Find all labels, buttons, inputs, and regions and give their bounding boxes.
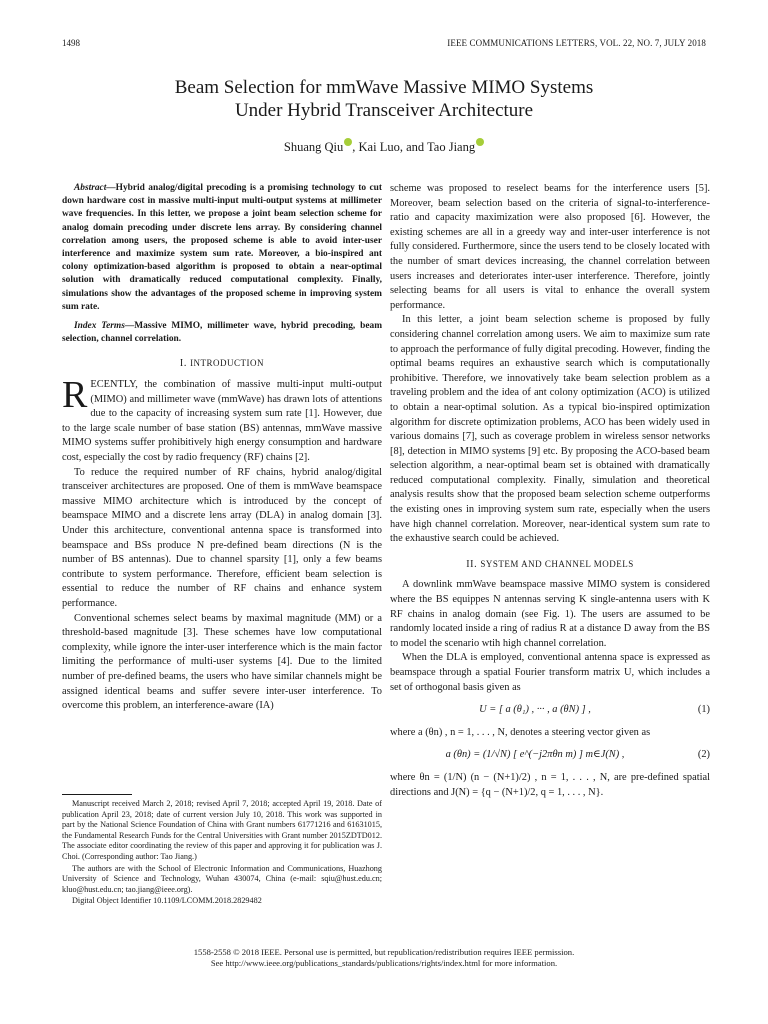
equation-2-number: (2) <box>697 749 710 761</box>
after-equation-2: where θn = (1/N) (n − (N+1)/2) , n = 1, . . . , N, are pre-defined spatial directions and Ј(N) = {q − (N+1)/2, q = 1, . . . , N}. <box>390 771 710 798</box>
footnotes <box>62 799 382 908</box>
right-column <box>390 182 710 800</box>
section-2-number: II. <box>466 558 478 570</box>
paper-title <box>0 76 768 122</box>
copyright-notice <box>0 947 768 969</box>
footnote-doi: Digital Object Identifier 10.1109/LCOMM.2018.2829482 <box>72 896 262 906</box>
section-2-heading <box>390 557 710 573</box>
intro-paragraph-5: In this letter, a joint beam selection scheme is proposed by fully considering channel correlation among users. We aim to maximize sum rate to approach the performance of fully digital precoding. However, finding the optimal beams requires an exhaustive search which is computationally prohibitive. Therefore, we innovatively take beam selection problem as a traveling problem and the idea of ant colony optimization (ACO) is utilized to obtain a near-optimal solution. As a typical bio-inspired optimization algorithm for discrete optimization problems, ACO has been widely used in various domains [7], such as coverage problem in wireless sensor networks [8], detection in MIMO systems [9] etc. By proposing the ACO-based beam selection algorithm, a near-optimal beam set is obtained with dramatically reduced computational complexity. Finally, simulation and theoretical analysis results show that the proposed beam selection scheme outperforms the existing ones in improving system sum rate, especially when the users have high channel correlation. Moreover, near-identical system sum rate to the exhaustive search could be achieved. <box>390 314 710 545</box>
equation-1 <box>390 703 710 718</box>
abstract-text: —Hybrid analog/digital precoding is a promising technology to cut down hardware cost in massive multi-input multi-output systems at millimeter wave frequencies. In this letter, we propose a joint beam selection scheme for analog domain precoding under discrete lens array. By considering channel correlation among users, the proposed scheme is able to avoid inter-user interference and maximize system sum rate. Moreover, a bio-inspired ant colony optimization-based algorithm is proposed to obtain a near-optimal solution with dramatically reduced computational complexity. Finally, simulations show the advantages of the proposed scheme in improving system sum rate. <box>62 183 382 312</box>
equation-2 <box>390 748 710 763</box>
abstract <box>62 182 382 314</box>
title-line-2: Under Hybrid Transceiver Architecture <box>234 100 534 121</box>
equation-2-expression: a (θn) = (1/√N) [ e^(−j2πθn m) ] m∈Ј(N) , <box>445 749 625 761</box>
model-paragraph-1: A downlink mmWave beamspace massive MIMO system is considered where the BS equippes N antennas serving K single-antenna users with K RF chains in analog domain (see Fig. 1). The users are assumed to be randomly located inside a ring of radius R at a distance D away from the BS to model the scenario wtih high channel correlation. <box>390 579 710 649</box>
intro-paragraph-3: Conventional schemes select beams by maximal magnitude (MM) or a threshold-based magnitude [3]. These schemes have low computational complexity, while ignore the inter-user interference which is the main factor limiting the performance of multi-user systems [4]. Due to the limited number of pre-defined beams, the users who have similar channels might be assigned identical beams and suffer severe inter-user interference. To overcome this problem, an interference-aware (IA) <box>62 612 382 712</box>
index-terms-text: —Massive MIMO, millimeter wave, hybrid precoding, beam selection, channel correlation. <box>62 321 383 345</box>
section-1-number: I. <box>179 358 187 370</box>
intro-paragraph-4: scheme was proposed to reselect beams for the interference users [5]. Moreover, beam selection based on the criteria of signal-to-interference-ratio and capacity maximization were also proposed [6]. However, the existing schemes are all in a greedy way and inter-user interference is not fully considered. Furthermore, since the users tend to be closely located with the number of smart devices increasing, the channel correlation between users increases and deteriorates inter-user interference. Therefore, jointly selecting beams for all users is vital to enhance the overall system performance. <box>390 183 710 311</box>
orcid-icon[interactable] <box>476 138 484 146</box>
drop-cap: R <box>62 374 88 417</box>
equation-1-number: (1) <box>697 704 710 716</box>
journal-header: IEEE COMMUNICATIONS LETTERS, VOL. 22, NO. 7, JULY 2018 <box>447 38 706 48</box>
page-number: 1498 <box>62 38 80 48</box>
index-terms <box>62 320 382 346</box>
title-line-1: Beam Selection for mmWave Massive MIMO Systems <box>174 77 594 98</box>
after-equation-1: where a (θn) , n = 1, . . . , N, denotes a steering vector given as <box>390 726 651 738</box>
intro-paragraph-1-text: ECENTLY, the combination of massive multi-input multi-output (MIMO) and millimeter wave (mmWave) has drawn lots of attentions due to the capacity of increasing system sum rate [1]. However, due to the large scale number of base station (BS) antennas, mmWave massive MIMO systems suffer prohibitively high energy consumption and hardware cost, especially the cost by radio frequency (RF) chains [2]. <box>62 379 382 463</box>
intro-paragraph-1 <box>62 374 382 466</box>
equation-1-expression: U = [ a (θ₁) , ··· , a (θN) ] , <box>479 704 591 716</box>
left-column <box>62 182 382 714</box>
index-terms-label: Index Terms <box>74 321 125 332</box>
author-1: Shuang Qiu <box>283 140 344 155</box>
author-2-3: , Kai Luo, and Tao Jiang <box>352 140 476 155</box>
section-2-title: SYSTEM AND CHANNEL MODELS <box>480 558 634 569</box>
section-1-heading <box>62 356 382 372</box>
copyright-line-2: See http://www.ieee.org/publications_standards/publications/rights/index.html for more information. <box>210 958 558 968</box>
intro-paragraph-2: To reduce the required number of RF chains, hybrid analog/digital transceiver architectures are proposed. One of them is mmWave beamspace massive MIMO architecture which is introduced by the concept of beamspace MIMO and a discrete lens array (DLA) in analog domain [3]. Under this architecture, conventional antenna space is transformed into beamspace and BSs produce N pre-defined beam directions (N is the number of BS antennas). Due to channel sparsity [1], only a few beams contribute to system performance. Therefore, efficient beam selection is essential to reduce the number of RF chains and enhance system performance. <box>62 466 382 609</box>
copyright-line-1: 1558-2558 © 2018 IEEE. Personal use is permitted, but republication/redistribution requires IEEE permission. <box>193 947 575 957</box>
section-1-title: INTRODUCTION <box>190 358 265 369</box>
model-paragraph-2: When the DLA is employed, conventional antenna space is expressed as beamspace through a spatial Fourier transform matrix U, which includes a set of orthogonal basis given as <box>390 652 710 693</box>
abstract-label: Abstract <box>74 183 107 193</box>
footnote-rule <box>62 794 132 795</box>
authors <box>0 138 768 155</box>
footnote-manuscript: Manuscript received March 2, 2018; revised April 7, 2018; accepted April 19, 2018. Date of publication April 23, 2018; date of current version July 10, 2018. This work was supported in part by the National Science Foundation of China with Grant numbers 61771216 and 61631015, the Fundamental Research Funds for the Central Universities with Grant number 2015ZDTD012. The associate editor coordinating the review of this paper and approving it for publication was J. Choi. (Corresponding author: Tao Jiang.) <box>62 799 382 861</box>
footnote-affiliation: The authors are with the School of Electronic Information and Communications, Huazhong University of Science and Technology, Wuhan 430074, China (e-mail: sqiu@hust.edu.cn; kluo@hust.edu.cn; tao.jiang@ieee.org). <box>62 863 382 894</box>
